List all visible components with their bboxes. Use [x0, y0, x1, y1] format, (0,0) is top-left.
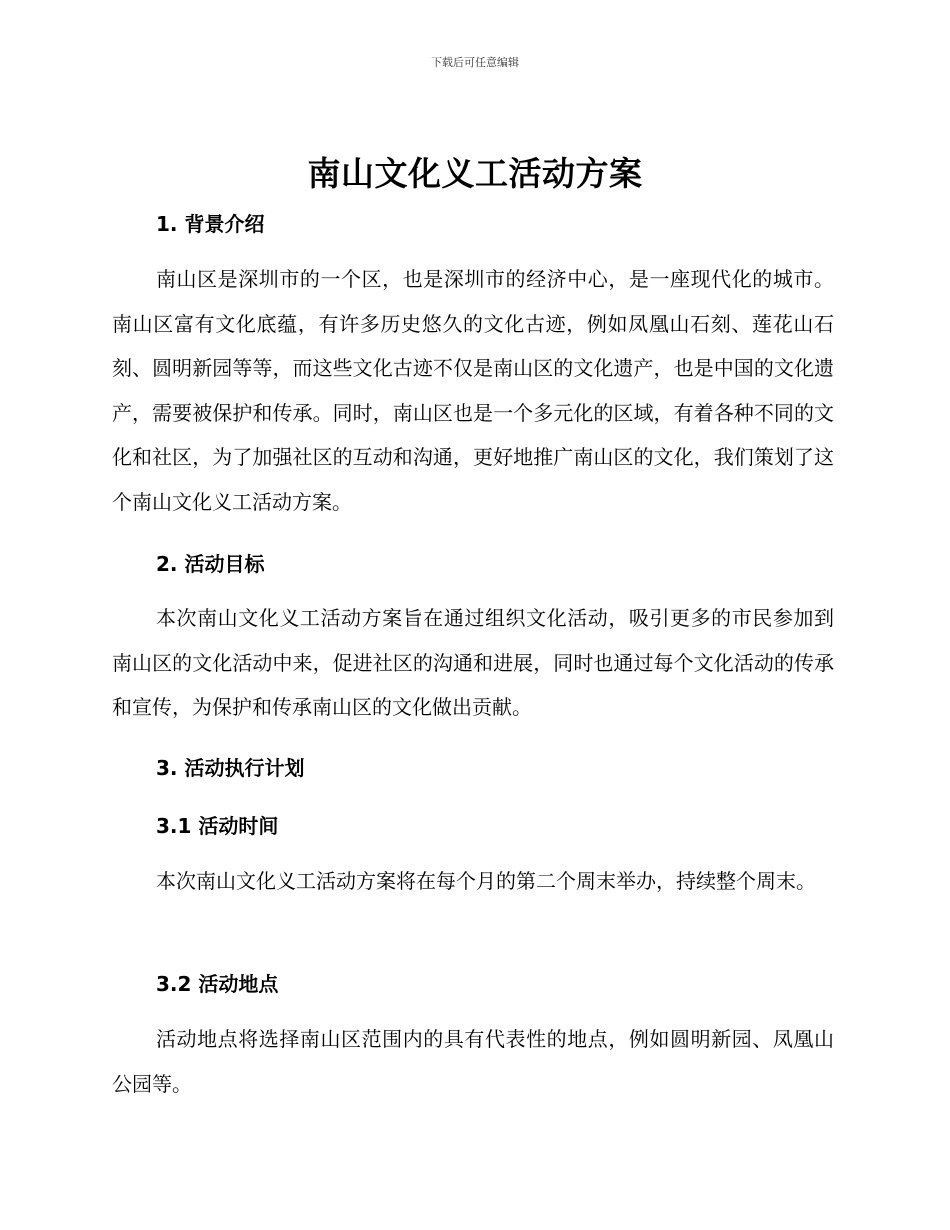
header-note: 下载后可任意编辑	[431, 56, 519, 69]
document-title: 南山文化义工活动方案	[307, 154, 643, 193]
section-body-goals: 本次南山文化义工活动方案旨在通过组织文化活动，吸引更多的市民参加到南山区的文化活动中来，促进社区的沟通和进展，同时也通过每个文化活动的传承和宣传，为保护和传承南山区的文化做出贡献。	[112, 606, 834, 720]
section-heading-location: 3.2 活动地点	[156, 972, 279, 996]
section-heading-goals: 2. 活动目标	[156, 552, 265, 576]
section-heading-time: 3.1 活动时间	[156, 814, 279, 838]
section-heading-background: 1. 背景介绍	[156, 212, 265, 236]
section-body-location: 活动地点将选择南山区范围内的具有代表性的地点，例如圆明新园、凤凰山公园等。	[112, 1027, 834, 1096]
section-body-background: 南山区是深圳市的一个区，也是深圳市的经济中心，是一座现代化的城市。南山区富有文化底蕴，有许多历史悠久的文化古迹，例如凤凰山石刻、莲花山石刻、圆明新园等等，而这些文化古迹不仅是南山区的文化遗产，也是中国的文化遗产，需要被保护和传承。同时，南山区也是一个多元化的区域，有着各种不同的文化和社区，为了加强社区的互动和沟通，更好地推广南山区的文化，我们策划了这个南山文化义工活动方案。	[112, 267, 834, 514]
section-body-time: 本次南山文化义工活动方案将在每个月的第二个周末举办，持续整个周末。	[156, 869, 816, 893]
section-heading-plan: 3. 活动执行计划	[156, 756, 305, 780]
